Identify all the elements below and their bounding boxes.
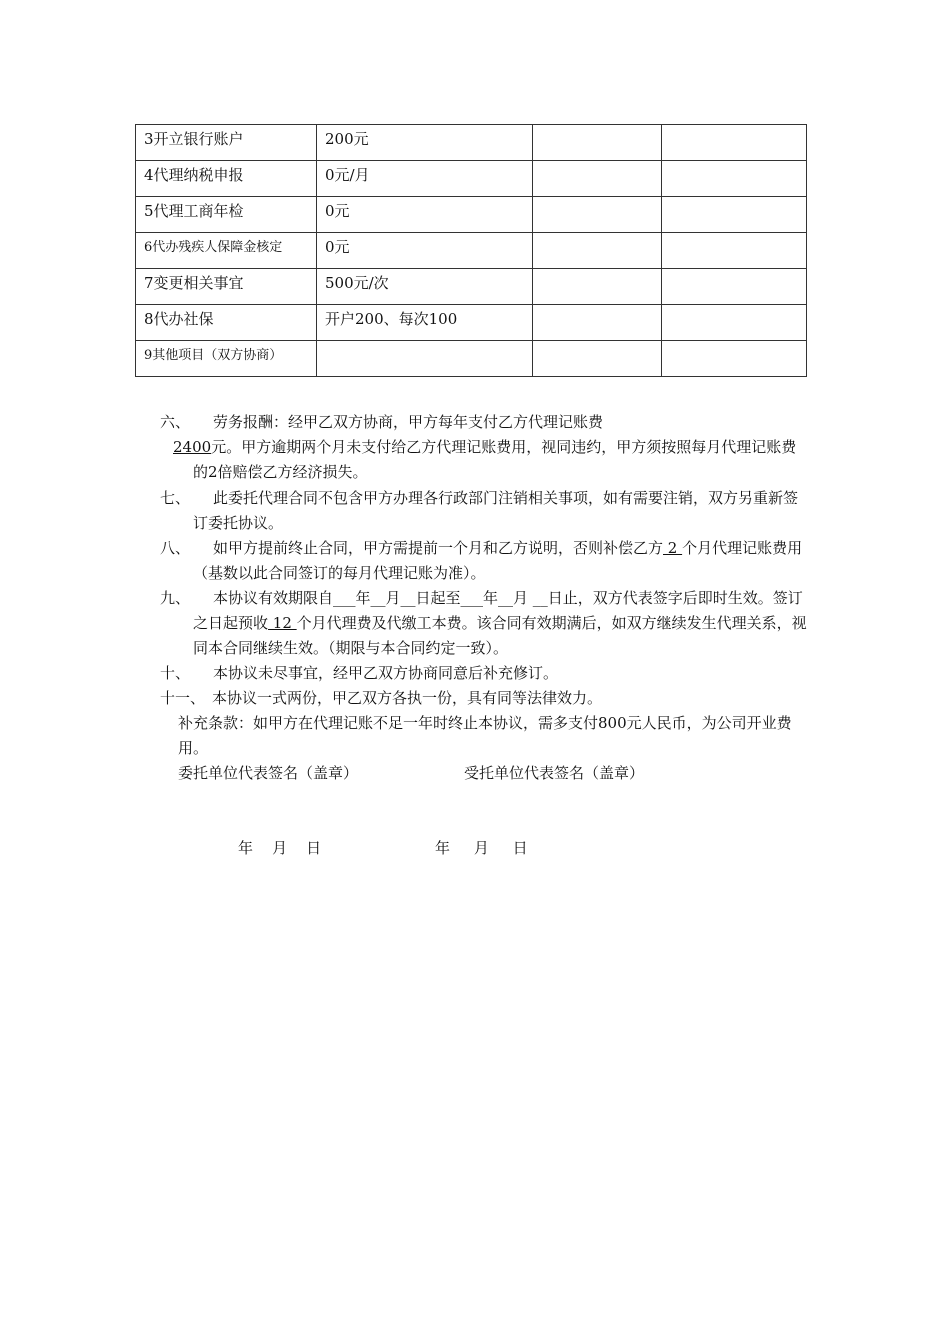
- table-row: [136, 125, 807, 161]
- fee-amount-cell: 0元/月: [317, 161, 533, 197]
- fee-item-cell: 8代办社保: [136, 305, 317, 341]
- fee-table: [135, 124, 807, 377]
- clause-text: 个月代理记账费用（基数以此合同签订的每月代理记账为准）。: [193, 539, 803, 582]
- fee-item-cell: 7变更相关事宜: [136, 269, 317, 305]
- clause-text: 此委托代理合同不包含甲方办理各行政部门注销相关事项，如有需要注销，双方另重新签订委托协议。: [193, 489, 799, 532]
- clause-text: 本协议一式两份，甲乙双方各执一份，具有同等法律效力。: [212, 689, 603, 707]
- clause-body: [173, 410, 810, 485]
- table-row: [136, 233, 807, 269]
- fee-amount-cell: 0元: [317, 197, 533, 233]
- prepaid-months: 12: [268, 614, 297, 632]
- fee-item-cell: 3开立银行账户: [136, 125, 317, 161]
- clause-text: 元。甲方逾期两个月未支付给乙方代理记账费用，视同违约，甲方须按照每月代理记账费的2倍赔偿乙方经济损失。: [193, 438, 797, 481]
- clause-number: 七、: [160, 489, 191, 507]
- empty-cell: [533, 125, 662, 161]
- agent-date: 年 月 日: [435, 839, 528, 857]
- table-row: [136, 341, 807, 377]
- table-row: [136, 269, 807, 305]
- clause-nine: [160, 586, 810, 661]
- clause-number: 六、: [160, 413, 191, 431]
- clause-text: 个月代理费及代缴工本费。该合同有效期满后，如双方继续发生代理关系，视同本合同继续生效。（期限与本合同约定一致）。: [193, 614, 807, 657]
- empty-cell: [662, 197, 807, 233]
- empty-cell: [533, 161, 662, 197]
- clause-number: 九、: [160, 589, 191, 607]
- fee-amount-cell: [317, 341, 533, 377]
- fee-amount-cell: 开户200、每次100: [317, 305, 533, 341]
- clause-text: 如甲方提前终止合同，甲方需提前一个月和乙方说明，否则补偿乙方: [213, 539, 664, 557]
- clause-number: 十、: [160, 664, 191, 682]
- clause-body: [193, 586, 810, 661]
- fee-amount: 2400: [173, 438, 212, 456]
- table-row: [136, 161, 807, 197]
- empty-cell: [662, 269, 807, 305]
- clause-text: 本协议未尽事宜，经甲乙双方协商同意后补充修订。: [213, 664, 559, 682]
- empty-cell: [662, 305, 807, 341]
- client-signature-label: 委托单位代表签名（盖章）: [178, 764, 359, 782]
- table-row: [136, 305, 807, 341]
- fee-amount-cell: 200元: [317, 125, 533, 161]
- empty-cell: [662, 233, 807, 269]
- clause-text: 劳务报酬：经甲乙双方协商，甲方每年支付乙方代理记账费: [213, 413, 604, 431]
- fee-amount-cell: 0元: [317, 233, 533, 269]
- empty-cell: [662, 125, 807, 161]
- clause-body: [193, 536, 810, 586]
- fee-item-cell: 9其他项目（双方协商）: [136, 341, 317, 377]
- clause-six: [160, 410, 810, 485]
- fee-item-cell: 6代办残疾人保障金核定: [136, 233, 317, 269]
- empty-cell: [533, 233, 662, 269]
- clause-ten: [160, 661, 810, 686]
- clause-text: 本协议有效期限自___年__月__日起至___年__月 __日止，双方代表签字后即时生效。签订之日起预收: [193, 589, 803, 632]
- fee-item-cell: 4代理纳税申报: [136, 161, 317, 197]
- supplement-clause: 补充条款：如甲方在代理记账不足一年时终止本协议，需多支付800元人民币，为公司开业费用。: [178, 714, 792, 757]
- fee-item-cell: 5代理工商年检: [136, 197, 317, 233]
- client-date: 年 月 日: [238, 839, 322, 857]
- fee-amount-cell: 500元/次: [317, 269, 533, 305]
- clause-eleven: [160, 686, 810, 711]
- clause-eight: [160, 536, 810, 586]
- empty-cell: [662, 161, 807, 197]
- clause-number: 八、: [160, 539, 191, 557]
- agent-signature-label: 受托单位代表签名（盖章）: [464, 764, 645, 782]
- clause-number: 十一、: [160, 689, 206, 707]
- table-row: [136, 197, 807, 233]
- empty-cell: [533, 305, 662, 341]
- compensation-months: 2: [663, 539, 683, 557]
- empty-cell: [533, 341, 662, 377]
- empty-cell: [533, 197, 662, 233]
- clause-seven: [160, 486, 810, 536]
- empty-cell: [533, 269, 662, 305]
- empty-cell: [662, 341, 807, 377]
